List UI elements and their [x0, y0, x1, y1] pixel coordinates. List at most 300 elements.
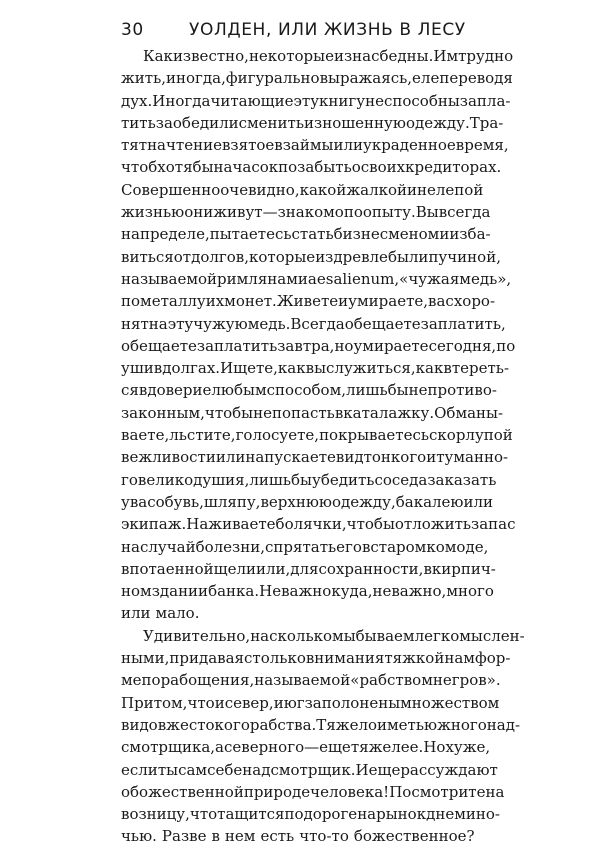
word: надсмотрщик.	[242, 760, 356, 779]
word: его	[336, 537, 362, 556]
word: из	[333, 47, 353, 65]
word: великодушия,	[137, 470, 250, 489]
text-line	[121, 446, 509, 468]
word: кирпич-	[431, 559, 496, 578]
word: переводя	[439, 69, 513, 88]
word: если	[121, 760, 158, 779]
word: И	[355, 760, 369, 779]
word: некоторые	[248, 47, 334, 65]
word: своих	[360, 158, 406, 177]
word: металлу	[140, 292, 206, 311]
word: на	[485, 782, 505, 801]
word: римлянами	[217, 269, 308, 288]
word: вид	[335, 448, 364, 467]
word: на	[147, 136, 167, 155]
word: хотя	[157, 158, 193, 177]
word: на	[213, 158, 233, 177]
word: для	[290, 559, 319, 578]
word: или	[209, 113, 239, 132]
word: часок	[232, 158, 279, 177]
word: Совершенно	[121, 180, 221, 199]
word: еле	[412, 69, 440, 88]
word: жизнью	[121, 203, 185, 222]
word: что	[189, 805, 218, 824]
word: и	[214, 693, 225, 712]
word: какой	[299, 180, 347, 199]
word: —	[262, 203, 278, 222]
text-line	[121, 580, 494, 602]
running-title: УОЛДЕН, ИЛИ ЖИЗНЬ В ЛЕСУ	[189, 20, 466, 40]
word: одежду,	[331, 492, 396, 511]
text-line	[121, 736, 491, 758]
word: сам	[178, 760, 208, 779]
word: нем	[224, 827, 256, 846]
word: на	[121, 537, 140, 556]
word: Разве	[161, 827, 207, 846]
word: фигурально	[225, 69, 320, 88]
word: фор-	[474, 649, 511, 668]
word: возницу,	[121, 805, 190, 824]
word: вас	[129, 492, 156, 511]
word: время,	[455, 136, 509, 155]
text-line	[121, 825, 473, 847]
word: кредиторах.	[405, 158, 502, 177]
word: бы	[291, 470, 313, 489]
word: запла-	[459, 91, 511, 110]
word: нас	[352, 47, 380, 65]
word: были	[387, 247, 429, 266]
word: называемой	[254, 671, 351, 690]
word: туманно-	[436, 448, 509, 467]
word: порабощения,	[141, 671, 255, 690]
word: от	[173, 247, 192, 266]
word: их	[205, 292, 225, 311]
word: на	[357, 805, 377, 824]
word: украденное	[363, 136, 456, 155]
text-line	[121, 45, 514, 67]
word: ными,	[121, 649, 170, 668]
word: убедить	[312, 470, 375, 489]
word: выслужиться,	[305, 359, 416, 378]
word: или	[463, 492, 494, 511]
word: одежду.	[405, 113, 470, 132]
word: дух.	[121, 91, 153, 110]
text-line	[121, 268, 512, 290]
text-line	[121, 781, 505, 803]
word: отложить	[394, 515, 472, 534]
word: о	[121, 782, 131, 801]
word: мы	[332, 626, 356, 645]
text-line	[121, 201, 491, 223]
word: стать	[291, 225, 334, 244]
word: изношенную	[304, 113, 406, 132]
word: Но	[423, 738, 446, 757]
word: юг	[283, 693, 305, 712]
text-line	[121, 424, 513, 446]
word: жалкой	[346, 180, 408, 199]
word: виться	[121, 247, 174, 266]
word: рабства.	[249, 715, 317, 734]
word: южного	[424, 715, 487, 734]
word: очевидно,	[220, 180, 300, 199]
text-line	[121, 647, 511, 669]
word: куда,	[331, 582, 373, 601]
word: издревле	[315, 247, 388, 266]
word: способны	[383, 91, 460, 110]
word: го	[121, 470, 138, 489]
word: монет.	[224, 292, 277, 311]
word: днем	[426, 805, 466, 824]
word: тить	[121, 113, 156, 132]
word: Вы	[415, 203, 439, 222]
word: ты	[157, 760, 179, 779]
text-line	[121, 513, 516, 535]
word: или	[333, 136, 363, 155]
word: жестокого	[166, 715, 250, 734]
word: чтобы	[346, 515, 395, 534]
text-line	[121, 536, 489, 558]
word: смотрщика,	[121, 738, 216, 757]
word: дороге	[303, 805, 358, 824]
word: изба-	[449, 225, 491, 244]
word: известно,	[172, 47, 249, 65]
word: чтение	[166, 136, 222, 155]
text-line	[121, 223, 491, 245]
text-line	[121, 90, 511, 112]
word: Посмотрите	[389, 782, 486, 801]
word: Не	[259, 582, 282, 601]
word: называемой	[121, 269, 218, 288]
word: попасть	[272, 403, 335, 422]
word: выражаясь,	[319, 69, 413, 88]
word: столько	[244, 649, 306, 668]
word: важно,	[391, 582, 447, 601]
text-line	[121, 112, 504, 134]
text-line	[121, 625, 525, 647]
paragraph-2	[121, 625, 525, 848]
word: книгу	[319, 91, 366, 110]
word: внимания	[305, 649, 385, 668]
text-line	[121, 669, 501, 691]
word: природе	[243, 782, 311, 801]
word: читающие	[210, 91, 294, 110]
word: каталажку.	[343, 403, 435, 422]
word: том,	[153, 693, 188, 712]
text-line	[121, 803, 500, 825]
word: нят	[121, 314, 149, 333]
word: на	[121, 225, 140, 244]
word: скорлупой	[429, 426, 513, 445]
text-line	[121, 335, 516, 357]
page-header	[121, 20, 466, 42]
word: ваете,	[121, 426, 170, 445]
word: любым	[211, 381, 267, 400]
word: иметь	[377, 715, 425, 734]
text-line	[121, 714, 521, 736]
word: и	[426, 448, 437, 467]
word: здании	[151, 582, 209, 601]
word: что-то	[299, 827, 349, 846]
word: и	[338, 292, 349, 311]
word: болезни,	[195, 537, 265, 556]
word: Тра-	[469, 113, 504, 132]
word: законным,	[121, 403, 205, 422]
text-line	[121, 67, 513, 89]
word: банка.	[208, 582, 260, 601]
word: в	[211, 827, 220, 846]
word: всегда	[438, 203, 491, 222]
word: взаймы	[274, 136, 334, 155]
word: комоде,	[426, 537, 489, 556]
word: у	[121, 492, 130, 511]
word: бакалею	[395, 492, 464, 511]
word: пучиной,	[428, 247, 501, 266]
word: по	[343, 203, 363, 222]
word: сегодня,	[428, 336, 497, 355]
word: которые	[249, 247, 316, 266]
word: за	[155, 113, 173, 132]
word: щели	[213, 559, 256, 578]
text-line	[121, 759, 498, 781]
word: и	[407, 180, 418, 199]
word: чью.	[121, 827, 157, 846]
word: лишь	[346, 381, 388, 400]
word: взятое	[221, 136, 275, 155]
word: а	[215, 738, 224, 757]
word: тяжкой	[384, 649, 445, 668]
word: заполонены	[304, 693, 401, 712]
word: на	[148, 314, 168, 333]
word: заказать	[427, 470, 497, 489]
word: эту	[167, 314, 194, 333]
word: бываем	[355, 626, 415, 645]
word: бизнесменом	[333, 225, 440, 244]
word: «рабством	[350, 671, 433, 690]
word: божественной	[130, 782, 244, 801]
word: в	[138, 381, 148, 400]
word: как	[277, 359, 306, 378]
word: человека!	[310, 782, 390, 801]
word: или,	[255, 559, 291, 578]
word: тят	[121, 136, 148, 155]
text-line	[121, 558, 496, 580]
word: завтра,	[277, 336, 335, 355]
word: верхнюю	[260, 492, 332, 511]
word: и	[439, 225, 450, 244]
word: трудно	[458, 47, 514, 65]
word: не	[253, 403, 272, 422]
word: втереть-	[443, 359, 510, 378]
word: болячки,	[275, 515, 347, 534]
word: не	[372, 582, 392, 601]
word: себе	[207, 760, 243, 779]
text-line	[121, 602, 473, 624]
word: случай	[139, 537, 196, 556]
word: по	[284, 805, 304, 824]
word: эту	[293, 91, 320, 110]
word: доверие	[147, 381, 212, 400]
text-line	[121, 379, 497, 401]
word: в	[423, 559, 432, 578]
word: иногда,	[166, 69, 226, 88]
word: обещаете	[121, 336, 197, 355]
word: по	[496, 336, 516, 355]
word: покрываетесь	[319, 426, 430, 445]
word: Тяжело	[316, 715, 377, 734]
word: видов	[121, 715, 167, 734]
word: сохранности,	[318, 559, 424, 578]
word: умираете	[353, 336, 429, 355]
word: жить,	[121, 69, 167, 88]
text-line	[121, 134, 509, 156]
text-line	[121, 246, 501, 268]
word: соседа	[374, 470, 428, 489]
word: обещаете	[344, 314, 421, 333]
word: «чужая	[399, 269, 460, 288]
word: потаенной	[129, 559, 214, 578]
word: ном	[121, 582, 152, 601]
word: много	[446, 582, 494, 601]
text-line	[121, 179, 484, 201]
word: Иногда	[152, 91, 211, 110]
word: При	[121, 693, 154, 712]
word: Обманы-	[434, 403, 504, 422]
page-number: 30	[121, 20, 144, 40]
word: знакомо	[277, 203, 344, 222]
word: тащится	[217, 805, 285, 824]
word: противо-	[427, 381, 497, 400]
word: живут	[213, 203, 263, 222]
word: —	[304, 738, 320, 757]
word: alienum,	[333, 269, 400, 288]
word: не	[408, 381, 428, 400]
word: Им	[433, 47, 459, 65]
word: чтоб	[121, 158, 158, 177]
word: медь»,	[459, 269, 512, 288]
word: но-	[475, 805, 500, 824]
word: долгах.	[162, 359, 221, 378]
text-line	[121, 402, 504, 424]
word: долгов,	[191, 247, 250, 266]
word: лишь	[249, 470, 292, 489]
word: Удивительно,	[143, 626, 251, 645]
word: хуже,	[445, 738, 491, 757]
word: медь.	[247, 314, 291, 333]
word: заплатить,	[420, 314, 506, 333]
text-line	[121, 156, 502, 178]
word: голосуете,	[235, 426, 320, 445]
word: не	[365, 91, 384, 110]
word: рынок	[376, 805, 427, 824]
word: важно	[281, 582, 332, 601]
word: или	[121, 604, 151, 623]
word: пытаетесь	[209, 225, 292, 244]
word: Всегда	[290, 314, 345, 333]
word: льстите,	[169, 426, 236, 445]
word: Живете	[276, 292, 339, 311]
word: насколько	[250, 626, 333, 645]
word: север,	[224, 693, 274, 712]
word: в	[361, 537, 371, 556]
word: северного	[223, 738, 305, 757]
text-line	[121, 290, 496, 312]
word: заплатить	[196, 336, 278, 355]
paragraph-1	[121, 45, 516, 625]
word: как	[415, 359, 444, 378]
word: нам	[444, 649, 475, 668]
word: нелепой	[417, 180, 484, 199]
word: пределе,	[139, 225, 210, 244]
body-text	[121, 45, 525, 848]
word: есть	[260, 827, 295, 846]
word: запас	[471, 515, 516, 534]
word: опыту.	[362, 203, 416, 222]
word: бедны.	[379, 47, 434, 65]
word: над-	[486, 715, 521, 734]
word: что	[187, 693, 215, 712]
word: ся	[121, 381, 139, 400]
word: сменить	[238, 113, 305, 132]
word: в	[153, 359, 163, 378]
word: но	[334, 336, 354, 355]
word: рассуждают	[400, 760, 498, 779]
word: божественное?	[353, 827, 475, 846]
word: обувь,	[155, 492, 204, 511]
word: старом	[370, 537, 427, 556]
word: уши	[121, 359, 154, 378]
word: чужую	[193, 314, 248, 333]
text-line	[121, 313, 506, 335]
word: умираете,	[348, 292, 429, 311]
word: чтобы	[204, 403, 254, 422]
word: Как	[143, 47, 173, 65]
word: они	[184, 203, 214, 222]
word: напускаете	[245, 448, 336, 467]
text-line	[121, 491, 494, 513]
text-line	[121, 692, 500, 714]
word: мало.	[155, 604, 200, 623]
word: шляпу,	[203, 492, 261, 511]
word: еще	[368, 760, 401, 779]
word: тонкого	[363, 448, 427, 467]
word: позабыть	[278, 158, 352, 177]
word: о	[351, 158, 361, 177]
text-line	[121, 469, 497, 491]
word: или	[215, 448, 246, 467]
word: и	[465, 805, 476, 824]
word: Ищете,	[220, 359, 278, 378]
word: легкомыслен-	[414, 626, 525, 645]
word: в	[121, 559, 130, 578]
word: тяжелее.	[350, 738, 424, 757]
word: хоро-	[453, 292, 496, 311]
word: придавая	[169, 649, 245, 668]
word: в	[334, 403, 344, 422]
word: по	[121, 292, 141, 311]
word: aes	[307, 269, 334, 288]
word: способом,	[266, 381, 346, 400]
word: бы	[387, 381, 409, 400]
word: вас	[428, 292, 454, 311]
text-line	[121, 357, 510, 379]
word: и	[273, 693, 284, 712]
word: бы	[192, 158, 214, 177]
word: негров».	[432, 671, 501, 690]
word: еще	[319, 738, 351, 757]
word: множеством	[400, 693, 500, 712]
word: ме	[121, 671, 142, 690]
word: вежливости	[121, 448, 216, 467]
